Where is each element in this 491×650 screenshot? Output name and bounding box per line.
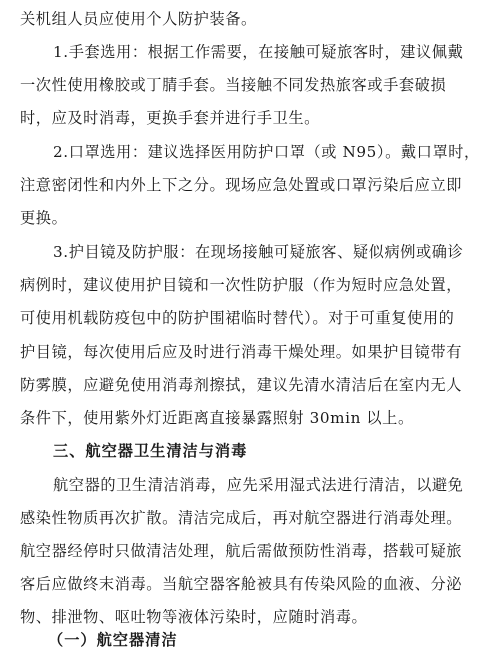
paragraph-line: 病例时，建议使用护目镜和一次性防护服（作为短时应急处置， [20, 276, 463, 294]
section-heading: 三、航空器卫生清洁与消毒 [53, 442, 248, 460]
paragraph-line: 客后应做终末消毒。当航空器客舱被具有传染风险的血液、分泌 [20, 575, 463, 593]
paragraph-line: 注意密闭性和内外上下之分。现场应急处置或口罩污染后应立即 [20, 176, 463, 194]
paragraph-line: 关机组人员应使用个人防护装备。 [20, 10, 257, 28]
paragraph-line: 航空器的卫生清洁消毒，应先采用湿式法进行清洁，以避免 [53, 476, 464, 494]
paragraph-line: 航空器经停时只做清洁处理，航后需做预防性消毒，搭载可疑旅 [20, 542, 463, 560]
paragraph-line: 3.护目镜及防护服：在现场接触可疑旅客、疑似病例或确诊 [53, 243, 464, 261]
paragraph-line: 条件下，使用紫外灯近距离直接暴露照射 30min 以上。 [20, 409, 414, 427]
paragraph-line: 2.口罩选用：建议选择医用防护口罩（或 N95）。戴口罩时， [53, 143, 480, 161]
paragraph-line: 防雾膜，应避免使用消毒剂擦拭，建议先清水清洁后在室内无人 [20, 376, 463, 394]
paragraph-line: 更换。 [20, 209, 68, 227]
paragraph-line: 物、排泄物、呕吐物等液体污染时，应随时消毒。 [20, 608, 368, 626]
paragraph-line: 可使用机载防疫包中的防护围裙临时替代）。对于可重复使用的 [20, 309, 455, 327]
paragraph-line: 时，应及时消毒，更换手套并进行手卫生。 [20, 109, 320, 127]
paragraph-line: 感染性物质再次扩散。清洁完成后，再对航空器进行消毒处理。 [20, 509, 463, 527]
subsection-heading: （一）航空器清洁 [48, 631, 178, 649]
paragraph-line: 护目镜，每次使用后应及时进行消毒干燥处理。如果护目镜带有 [20, 343, 463, 361]
paragraph-line: 1.手套选用：根据工作需要，在接触可疑旅客时，建议佩戴 [53, 43, 464, 61]
paragraph-line: 一次性使用橡胶或丁腈手套。当接触不同发热旅客或手套破损 [20, 76, 447, 94]
